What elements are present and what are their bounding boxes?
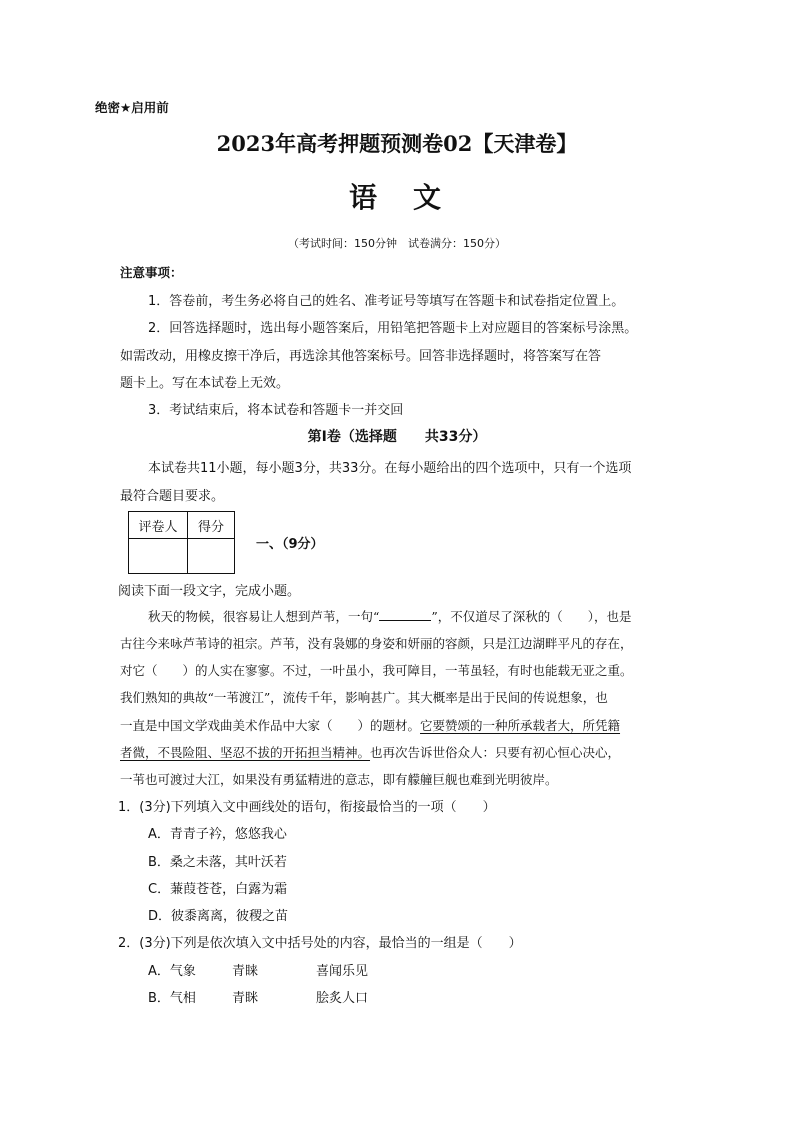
question-2-option-a-word-2: 青睐	[232, 964, 259, 979]
part-one-label: 一、（9分）	[256, 537, 324, 552]
passage-line-7: 一苇也可渡过大江，如果没有勇猛精进的意志，即有艨艟巨舰也难到光明彼岸。	[120, 772, 558, 787]
fill-blank-line	[379, 610, 431, 621]
notice-heading: 注意事项：	[120, 265, 183, 280]
underlined-sentence-part-2: 者微，不畏险阻、坚忍不拔的开拓担当精神。	[120, 745, 371, 760]
notice-item-3: 3．考试结束后，将本试卷和答题卡一并交回	[148, 403, 404, 418]
question-1-option-b: B．桑之未落，其叶沃若	[148, 855, 287, 870]
question-2-option-b-word-2: 青眯	[232, 991, 259, 1006]
question-2-option-b-word-3: 脍炙人口	[316, 991, 369, 1006]
passage-line-1-end: ”，不仅道尽了深秋的（ ），也是	[431, 609, 632, 624]
passage-line-5-start: 一直是中国文学戏曲美术作品中大家（ ）的题材。	[120, 718, 421, 733]
notice-item-1: 1．答卷前，考生务必将自己的姓名、准考证号等填写在答题卡和试卷指定位置上。	[148, 294, 625, 309]
exam-info: （考试时间：150分钟 试卷满分：150分）	[288, 237, 506, 250]
section-intro-line-1: 本试卷共11小题，每小题3分，共33分。在每小题给出的四个选项中，只有一个选项	[148, 461, 632, 476]
reading-instruction: 阅读下面一段文字，完成小题。	[118, 584, 301, 599]
passage-line-1	[148, 607, 632, 625]
score-table-header-score: 得分	[188, 512, 235, 539]
question-2-option-a-word-3: 喜闻乐见	[316, 964, 369, 979]
question-1-stem: 1．(3分)下列填入文中画线处的语句，衔接最恰当的一项（ ）	[118, 800, 496, 815]
underlined-sentence-part-1: 它要赞颂的一种所承载者大，所凭籍	[420, 718, 621, 733]
score-table-score-cell	[188, 539, 235, 574]
notice-item-2-line-1: 2．回答选择题时，选出每小题答案后，用铅笔把答题卡上对应题目的答案标号涂黑。	[148, 321, 638, 336]
question-2-option-b	[148, 987, 369, 1006]
question-1-option-d: D．彼黍离离，彼稷之苗	[148, 909, 289, 924]
question-1-option-c: C．蒹葭苍苍，白露为霜	[148, 882, 288, 897]
notice-item-2-line-2: 如需改动，用橡皮擦干净后，再选涂其他答案标号。回答非选择题时，将答案写在答	[120, 349, 602, 364]
question-2-stem: 2．(3分)下列是依次填入文中括号处的内容，最恰当的一组是（ ）	[118, 936, 522, 951]
exam-title: 2023年高考押题预测卷02【天津卷】	[216, 131, 578, 156]
passage-line-3: 对它（ ）的人实在寥寥。不过，一叶虽小，我可障目，一苇虽轻，有时也能载无亚之重。	[120, 663, 633, 678]
question-2-option-b-word-1: B．气相	[148, 991, 196, 1006]
passage-line-1-start: 秋天的物候，很容易让人想到芦苇，一句“	[148, 609, 380, 624]
score-table	[128, 511, 235, 574]
question-2-option-a-word-1: A．气象	[148, 964, 196, 979]
notice-item-2-line-3: 题卡上。写在本试卷上无效。	[120, 376, 290, 391]
passage-line-2: 古往今来咏芦苇诗的祖宗。芦苇，没有袅娜的身姿和妍丽的容颜，只是江边湖畔平凡的存在，	[120, 636, 633, 651]
score-table-grader-cell	[129, 539, 188, 574]
passage-line-6	[120, 743, 620, 761]
passage-line-6-end: 也再次告诉世俗众人：只要有初心恒心决心，	[370, 745, 621, 760]
passage-line-5	[120, 716, 620, 734]
score-table-header-grader: 评卷人	[129, 512, 188, 539]
section-intro-line-2: 最符合题目要求。	[120, 489, 225, 504]
passage-line-4: 我们熟知的典故“一苇渡江”，流传千年，影响甚广。其大概率是出于民间的传说想象，也	[120, 690, 608, 705]
confidential-mark: 绝密★启用前	[95, 100, 169, 115]
question-1-option-a: A．青青子衿，悠悠我心	[148, 827, 287, 842]
question-2-option-a	[148, 960, 369, 979]
section-title: 第Ⅰ卷（选择题 共33分）	[307, 429, 487, 445]
subject-title: 语 文	[348, 181, 445, 214]
